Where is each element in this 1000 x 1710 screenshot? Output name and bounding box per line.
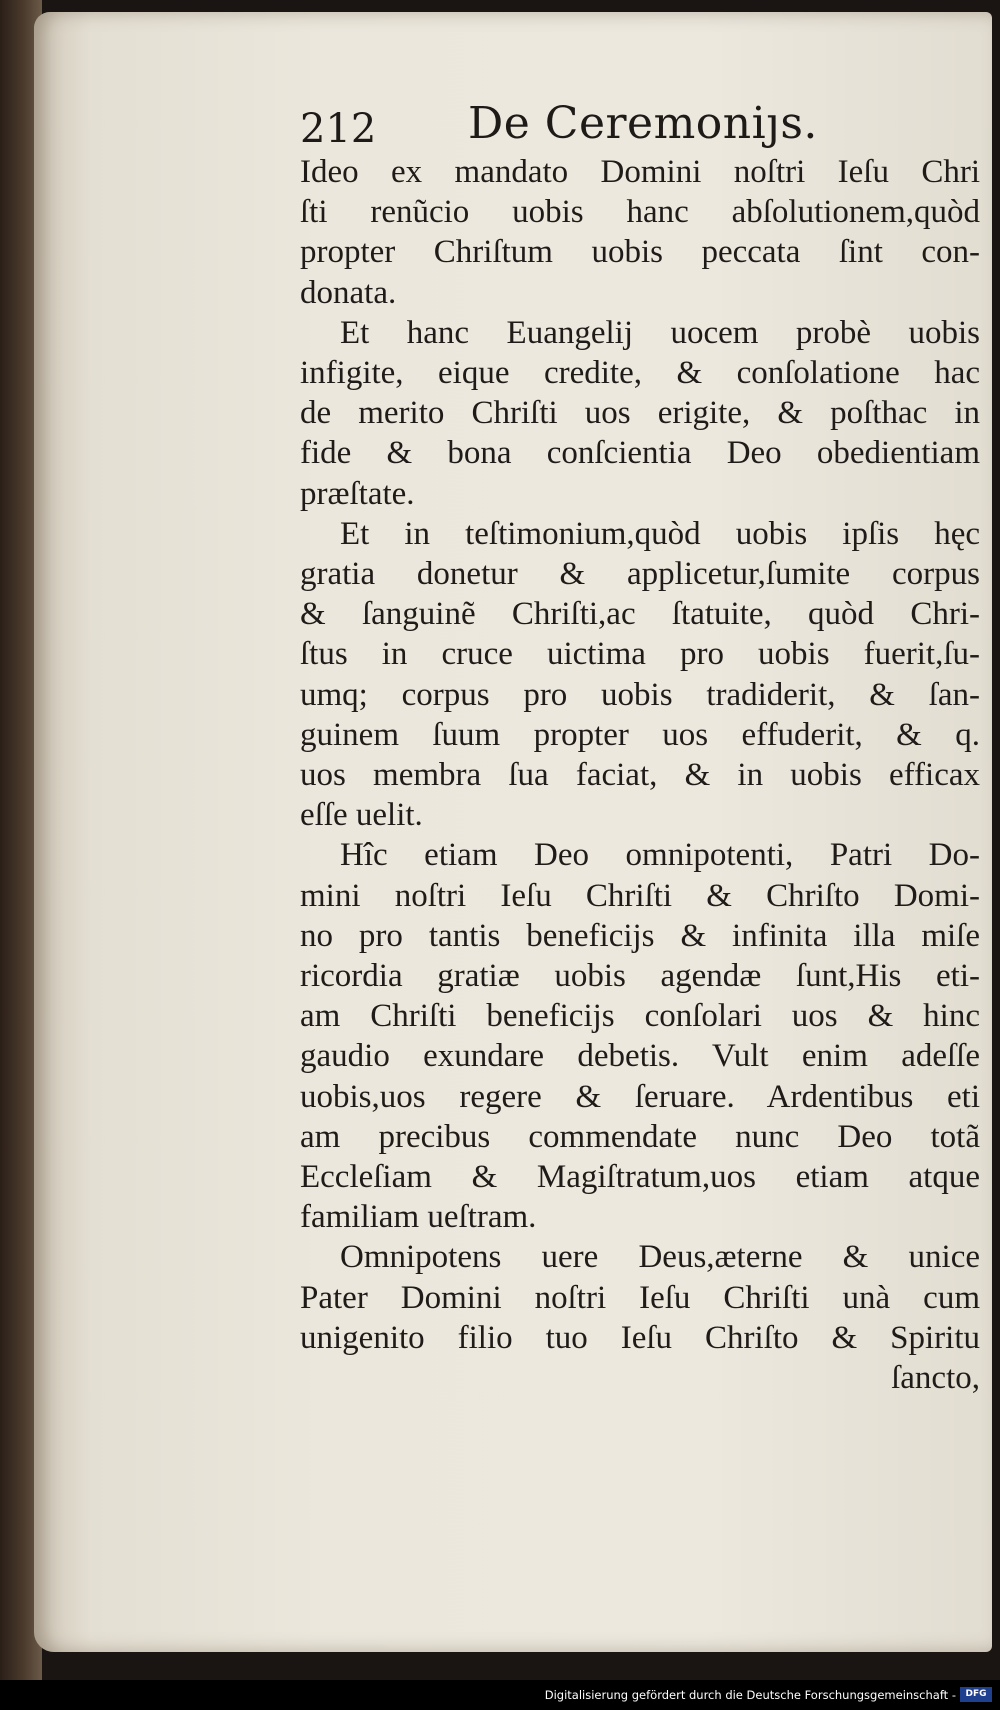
- text-line: uos membra ſua faciat, & in uobis efficax: [300, 757, 980, 794]
- text-line: gaudio exundare debetis. Vult enim adeſſe: [300, 1038, 980, 1075]
- text-line: præſtate.: [300, 475, 415, 512]
- text-line: de merito Chriſti uos erigite, & poſthac in: [300, 395, 980, 432]
- funding-credit: Digitalisierung gefördert durch die Deutsche Forschungsgemeinschaft -: [544, 1688, 956, 1702]
- text-line: Hîc etiam Deo omnipotenti, Patri Do-: [340, 837, 980, 874]
- text-line: unigenito filio tuo Ieſu Chriſto & Spiritu: [300, 1319, 980, 1356]
- text-line: propter Chriſtum uobis peccata ſint con-: [300, 234, 980, 271]
- text-line: Et in teſtimonium,quòd uobis ipſis hęc: [340, 515, 980, 552]
- text-line: ricordia gratiæ uobis agendæ ſunt,His eti-: [300, 958, 980, 995]
- text-line: am precibus commendate nunc Deo totã: [300, 1118, 980, 1155]
- text-line: guinem ſuum propter uos effuderit, & q.: [300, 716, 980, 753]
- page-header: [300, 92, 900, 152]
- body-text: [300, 152, 980, 1398]
- text-line: umq; corpus pro uobis tradiderit, & ſan-: [300, 676, 980, 713]
- text-line: donata.: [300, 274, 397, 311]
- text-line: Ideo ex mandato Domini noſtri Ieſu Chri: [300, 154, 980, 190]
- text-line: ſti renũcio uobis hanc abſolutionem,quòd: [300, 194, 980, 231]
- text-line: eſſe uelit.: [300, 797, 423, 834]
- page-number: 212: [300, 106, 377, 152]
- text-line: no pro tantis beneficijs & infinita illa miſe: [300, 917, 980, 954]
- text-line: Omnipotens uere Deus,æterne & unice: [340, 1239, 980, 1276]
- text-line: am Chriſti beneficijs conſolari uos & hinc: [300, 998, 980, 1035]
- text-line: Et hanc Euangelij uocem probè uobis: [340, 314, 980, 351]
- text-line: Eccleſiam & Magiſtratum,uos etiam atque: [300, 1159, 980, 1196]
- text-line: & ſanguinẽ Chriſti,ac ſtatuite, quòd Chri-: [300, 596, 980, 633]
- text-line: uobis,uos regere & ſeruare. Ardentibus eti: [300, 1078, 980, 1115]
- running-title: De Ceremoniȷs.: [468, 98, 818, 149]
- text-line: gratia donetur & applicetur,ſumite corpus: [300, 556, 980, 593]
- dfg-logo: DFG: [960, 1687, 992, 1702]
- footer-bar: [0, 1680, 1000, 1710]
- catchword: ſancto,: [891, 1360, 980, 1397]
- text-line: ſtus in cruce uictima pro uobis fuerit,ſu-: [300, 636, 980, 673]
- text-line: mini noſtri Ieſu Chriſti & Chriſto Domi-: [300, 877, 980, 914]
- text-line: familiam ueſtram.: [300, 1199, 537, 1236]
- text-line: Pater Domini noſtri Ieſu Chriſti unà cum: [300, 1279, 980, 1316]
- text-line: fide & bona conſcientia Deo obedientiam: [300, 435, 980, 472]
- text-line: infigite, eique credite, & conſolatione hac: [300, 355, 980, 392]
